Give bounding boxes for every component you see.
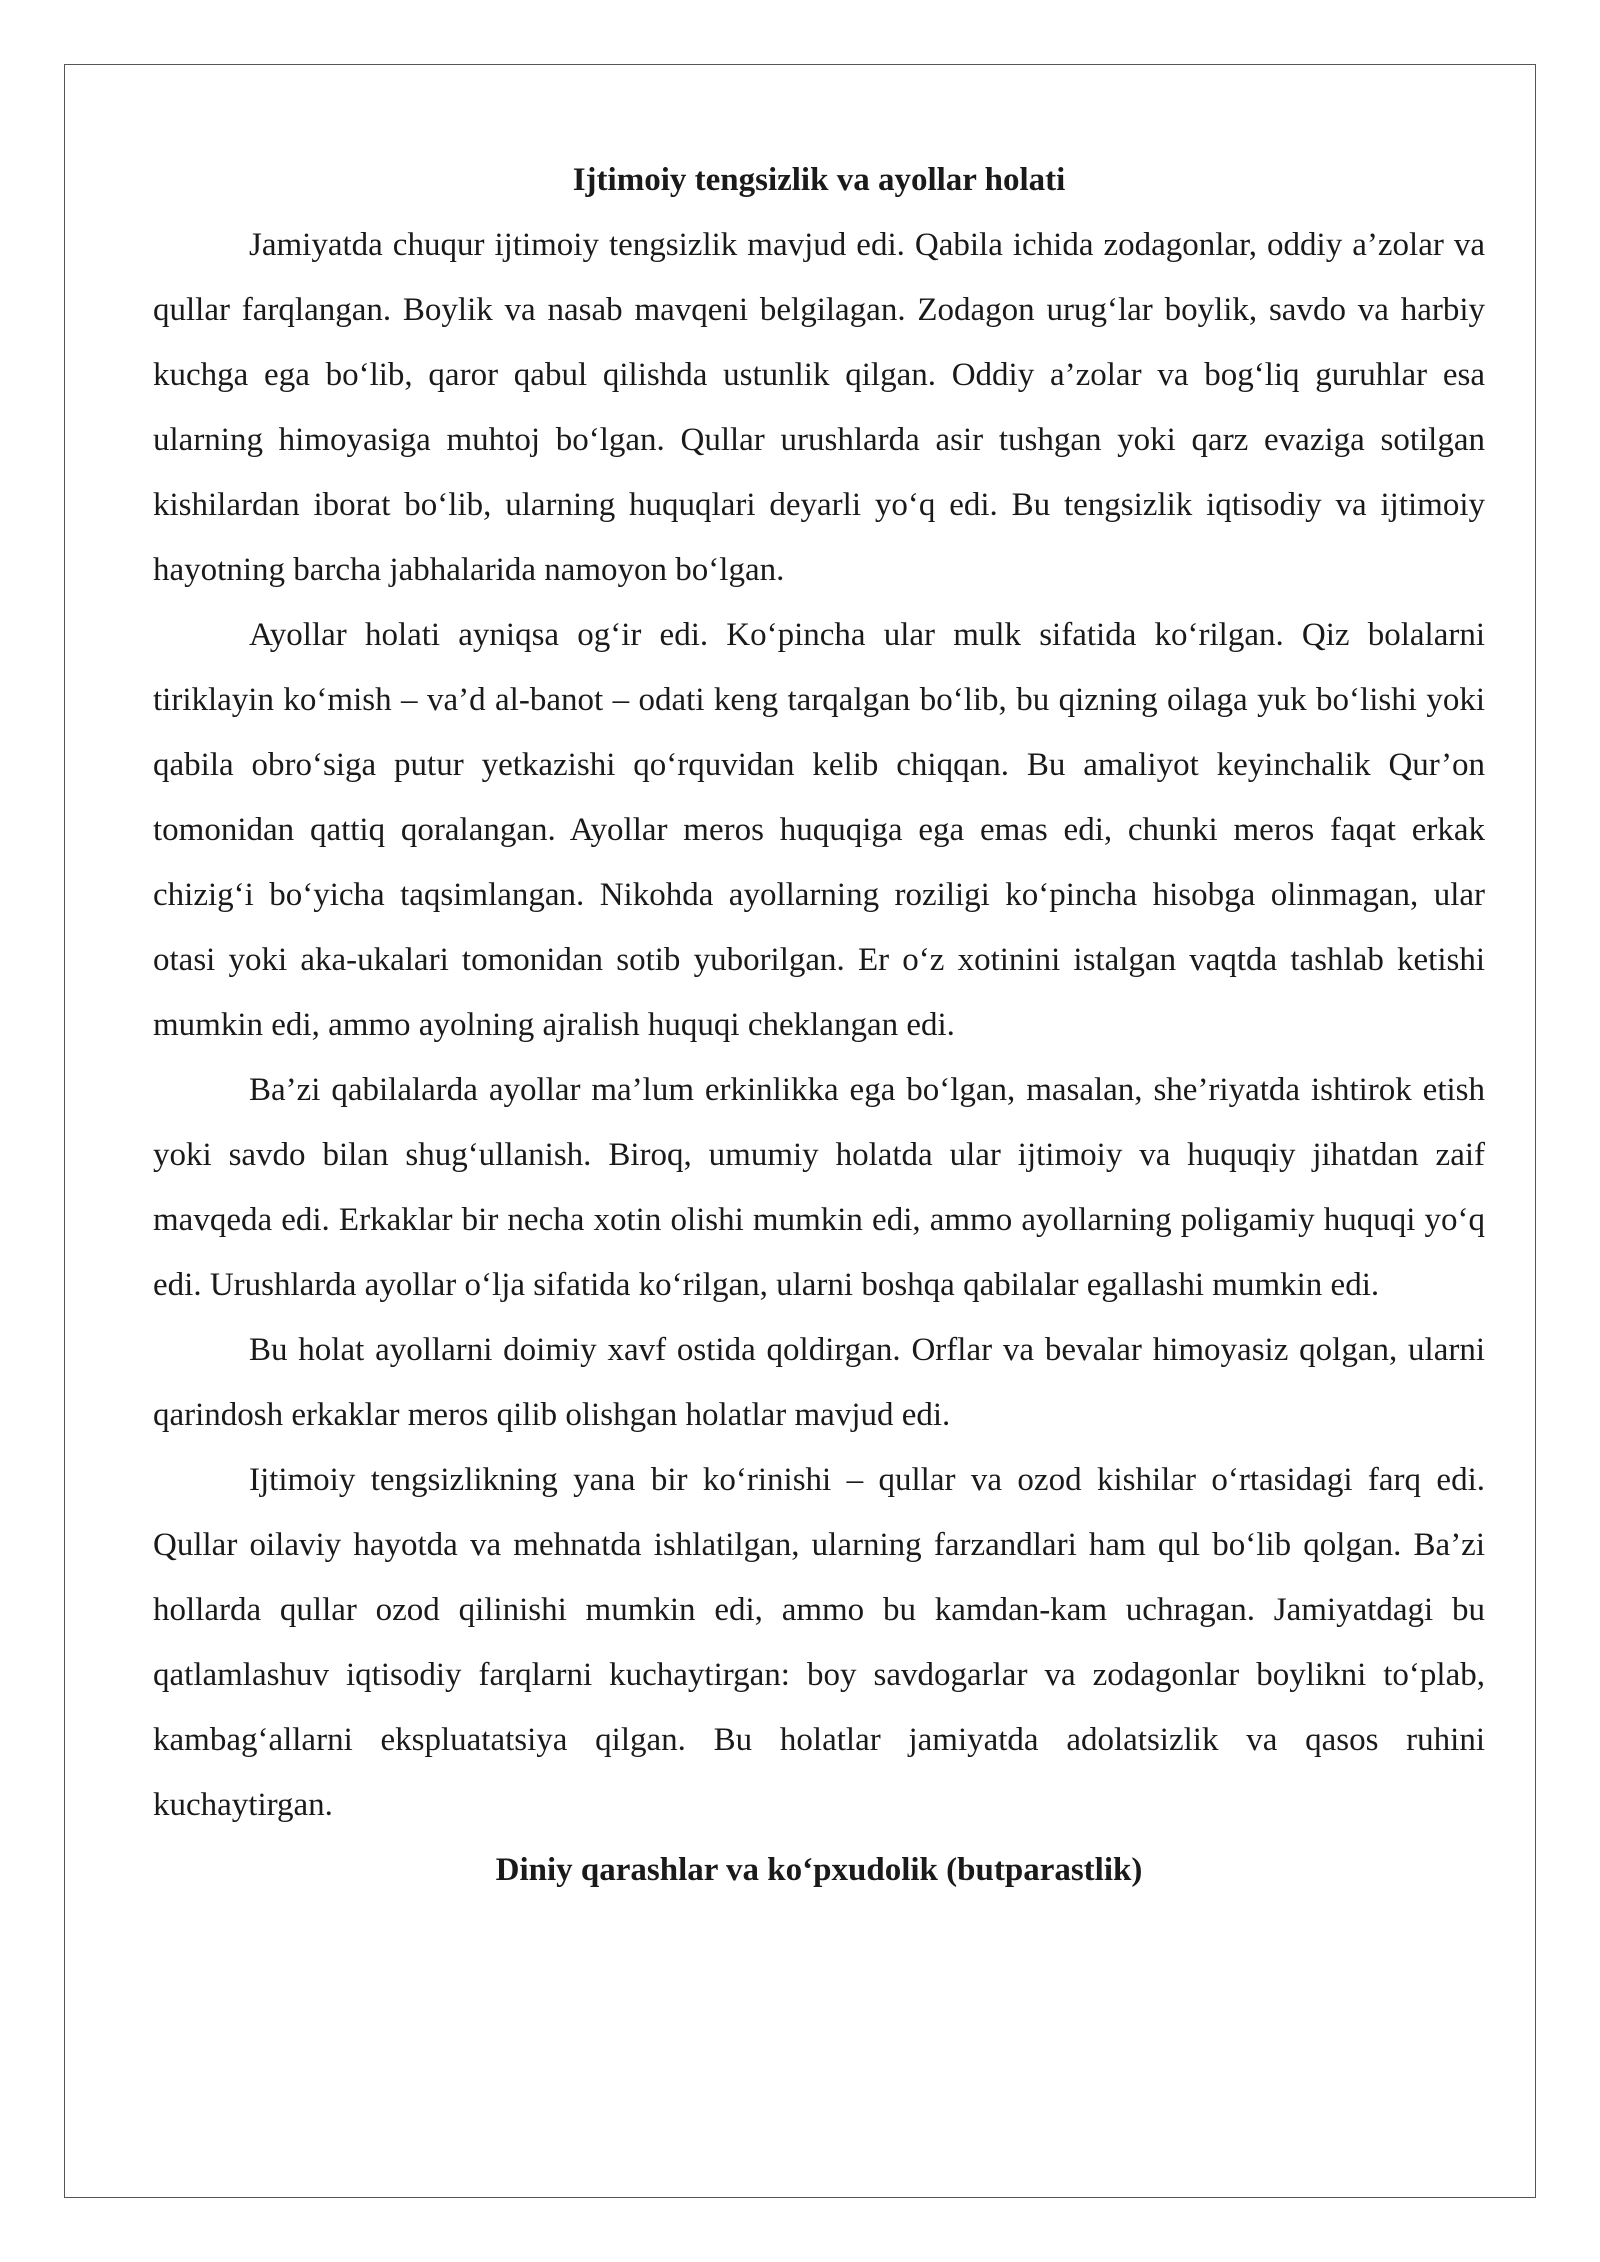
section-heading-religious-views: Diniy qarashlar va ko‘pxudolik (butparastlik)	[495, 1852, 1143, 1888]
section-heading-social-inequality: Ijtimoiy tengsizlik va ayollar holati	[572, 162, 1066, 198]
document-body	[153, 148, 1485, 1903]
paragraph-slaves-free: Ijtimoiy tengsizlikning yana bir ko‘rinishi – qullar va ozod kishilar o‘rtasidagi farq edi. Qullar oilaviy hayotda va mehnatda ishlatilgan, ularning farzandlari ham qul bo‘lib qolgan. Ba’zi hollarda qullar ozod qilinishi mumkin edi, ammo bu kamdan-kam uchragan. Jamiyatdagi bu qatlamlashuv iqtisodiy farqlarni kuchaytirgan: boy savdogarlar va zodagonlar boylikni to‘plab, kambag‘allarni ekspluatatsiya qilgan. Bu holatlar jamiyatda adolatsizlik va qasos ruhini kuchaytirgan.	[153, 1462, 1485, 1823]
paragraph-women-condition: Ayollar holati ayniqsa og‘ir edi. Ko‘pincha ular mulk sifatida ko‘rilgan. Qiz bolalarni tiriklayin ko‘mish – va’d al-banot – odati keng tarqalgan bo‘lib, bu qizning oilaga yuk bo‘lishi yoki qabila obro‘siga putur yetkazishi qo‘rquvidan kelib chiqqan. Bu amaliyot keyinchalik Qur’on tomonidan qattiq qoralangan. Ayollar meros huquqiga ega emas edi, chunki meros faqat erkak chizig‘i bo‘yicha taqsimlangan. Nikohda ayollarning roziligi ko‘pincha hisobga olinmagan, ular otasi yoki aka-ukalari tomonidan sotib yuborilgan. Er o‘z xotinini istalgan vaqtda tashlab ketishi mumkin edi, ammo ayolning ajralish huquqi cheklangan edi.	[153, 617, 1485, 1043]
paragraph-women-freedoms: Ba’zi qabilalarda ayollar ma’lum erkinlikka ega bo‘lgan, masalan, she’riyatda ishtirok etish yoki savdo bilan shug‘ullanish. Biroq, umumiy holatda ular ijtimoiy va huquqiy jihatdan zaif mavqeda edi. Erkaklar bir necha xotin olishi mumkin edi, ammo ayollarning poligamiy huquqi yo‘q edi. Urushlarda ayollar o‘lja sifatida ko‘rilgan, ularni boshqa qabilalar egallashi mumkin edi.	[153, 1072, 1485, 1303]
paragraph-women-danger: Bu holat ayollarni doimiy xavf ostida qoldirgan. Orflar va bevalar himoyasiz qolgan, ularni qarindosh erkaklar meros qilib olishgan holatlar mavjud edi.	[153, 1332, 1485, 1433]
paragraph-social-inequality: Jamiyatda chuqur ijtimoiy tengsizlik mavjud edi. Qabila ichida zodagonlar, oddiy a’zolar va qullar farqlangan. Boylik va nasab mavqeni belgilagan. Zodagon urug‘lar boylik, savdo va harbiy kuchga ega bo‘lib, qaror qabul qilishda ustunlik qilgan. Oddiy a’zolar va bog‘liq guruhlar esa ularning himoyasiga muhtoj bo‘lgan. Qullar urushlarda asir tushgan yoki qarz evaziga sotilgan kishilardan iborat bo‘lib, ularning huquqlari deyarli yo‘q edi. Bu tengsizlik iqtisodiy va ijtimoiy hayotning barcha jabhalarida namoyon bo‘lgan.	[153, 227, 1485, 588]
